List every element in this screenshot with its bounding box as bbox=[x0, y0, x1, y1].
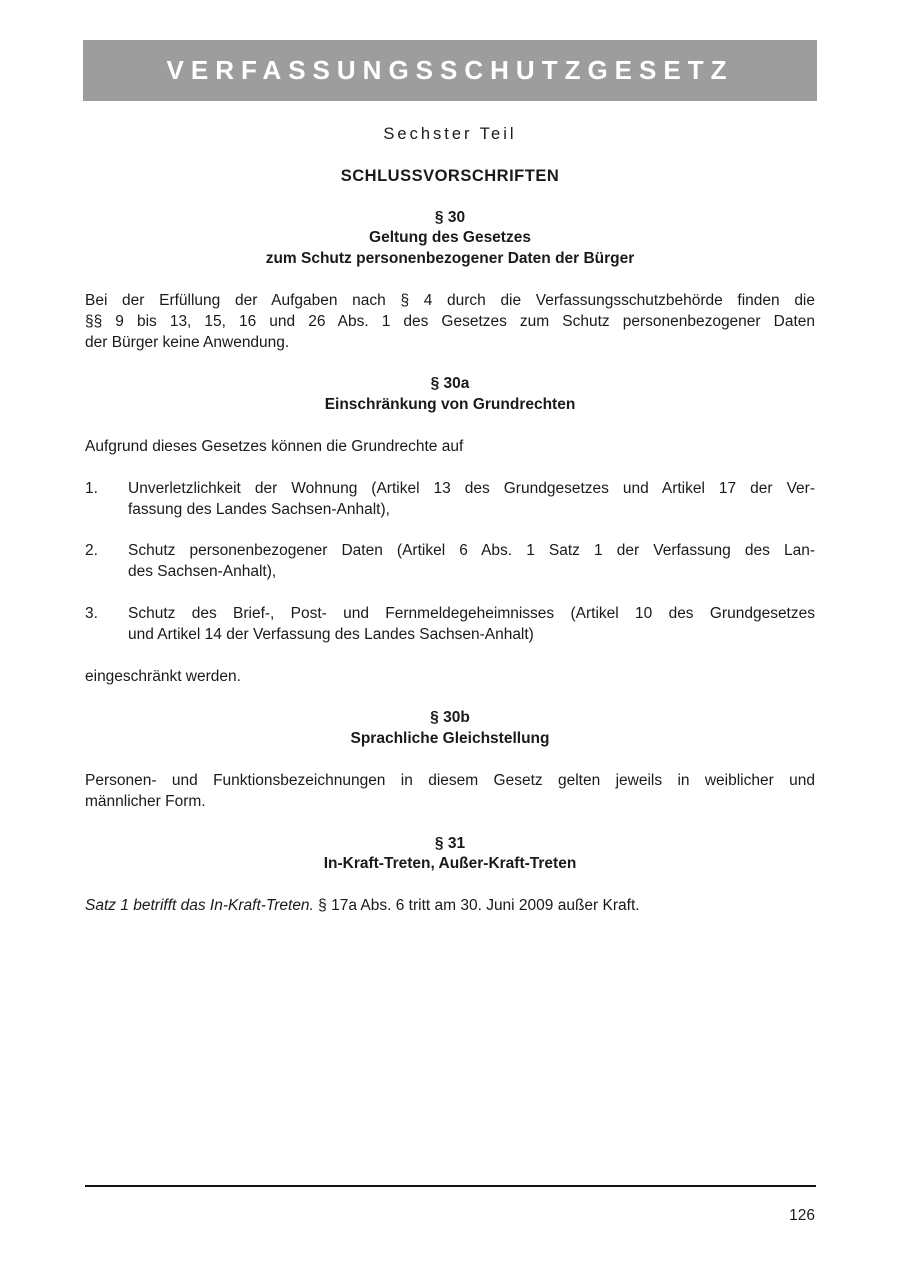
body-line: Bei der Erfüllung der Aufgaben nach § 4 durch die Verfassungsschutzbehörde finden die bbox=[85, 291, 815, 309]
page-number: 126 bbox=[789, 1207, 815, 1224]
item-line: des Sachsen-Anhalt), bbox=[128, 563, 277, 581]
item-line: und Artikel 14 der Verfassung des Landes Sachsen-Anhalt) bbox=[128, 625, 534, 643]
section-30a-number: § 30a bbox=[430, 375, 470, 393]
title-banner: VERFASSUNGSSCHUTZGESETZ bbox=[83, 40, 817, 101]
section-30a-heading bbox=[85, 374, 815, 416]
section-30a-title: Einschränkung von Grundrechten bbox=[324, 396, 576, 414]
list-item bbox=[85, 479, 815, 521]
list-item-text bbox=[128, 479, 815, 521]
section-31-note bbox=[85, 896, 815, 917]
list-item-text bbox=[128, 541, 815, 583]
list-item-marker: 2. bbox=[85, 542, 98, 560]
section-31-number: § 31 bbox=[434, 834, 466, 852]
item-line: Unverletzlichkeit der Wohnung (Artikel 13 des Grundgesetzes und Artikel 17 der Ver- bbox=[128, 479, 815, 497]
body-line: der Bürger keine Anwendung. bbox=[85, 333, 290, 351]
item-line: fassung des Landes Sachsen-Anhalt), bbox=[128, 500, 390, 518]
list-item-marker: 3. bbox=[85, 604, 98, 622]
section-30-title-line1: Geltung des Gesetzes bbox=[369, 229, 531, 247]
section-31-heading bbox=[85, 834, 815, 876]
body-line: §§ 9 bis 13, 15, 16 und 26 Abs. 1 des Gesetzes zum Schutz personenbezogener Daten bbox=[85, 312, 815, 330]
section-30b-number: § 30b bbox=[430, 709, 470, 727]
item-line: Schutz des Brief-, Post- und Fernmeldegeheimnisses (Artikel 10 des Grundgesetzes bbox=[128, 604, 815, 622]
list-item bbox=[85, 541, 815, 583]
section-30-body bbox=[85, 291, 815, 353]
list-item bbox=[85, 604, 815, 646]
part-heading: Sechster Teil bbox=[383, 125, 517, 143]
section-31-title: In-Kraft-Treten, Außer-Kraft-Treten bbox=[323, 855, 577, 873]
page-content bbox=[0, 40, 900, 917]
footer-divider bbox=[85, 1185, 816, 1187]
section-30-heading bbox=[85, 208, 815, 270]
note-italic-part: Satz 1 betrifft das In-Kraft-Treten. bbox=[85, 897, 314, 915]
section-30-title-line2: zum Schutz personenbezogener Daten der Bürger bbox=[265, 250, 635, 268]
chapter-heading: SCHLUSSVORSCHRIFTEN bbox=[340, 166, 560, 185]
section-30b-heading bbox=[85, 708, 815, 750]
section-30a-outro: eingeschränkt werden. bbox=[85, 667, 241, 685]
section-30b-title: Sprachliche Gleichstellung bbox=[350, 730, 550, 748]
section-30b-body bbox=[85, 771, 815, 813]
body-line: männlicher Form. bbox=[85, 792, 206, 810]
section-30a-intro: Aufgrund dieses Gesetzes können die Grundrechte auf bbox=[85, 437, 464, 455]
note-regular-part: § 17a Abs. 6 tritt am 30. Juni 2009 außer Kraft. bbox=[313, 897, 640, 915]
list-item-marker: 1. bbox=[85, 479, 98, 497]
body-line: Personen- und Funktionsbezeichnungen in diesem Gesetz gelten jeweils in weiblicher und bbox=[85, 771, 815, 789]
list-item-text bbox=[128, 604, 815, 646]
section-30-number: § 30 bbox=[434, 208, 466, 226]
item-line: Schutz personenbezogener Daten (Artikel 6 Abs. 1 Satz 1 der Verfassung des Lan- bbox=[128, 542, 815, 560]
